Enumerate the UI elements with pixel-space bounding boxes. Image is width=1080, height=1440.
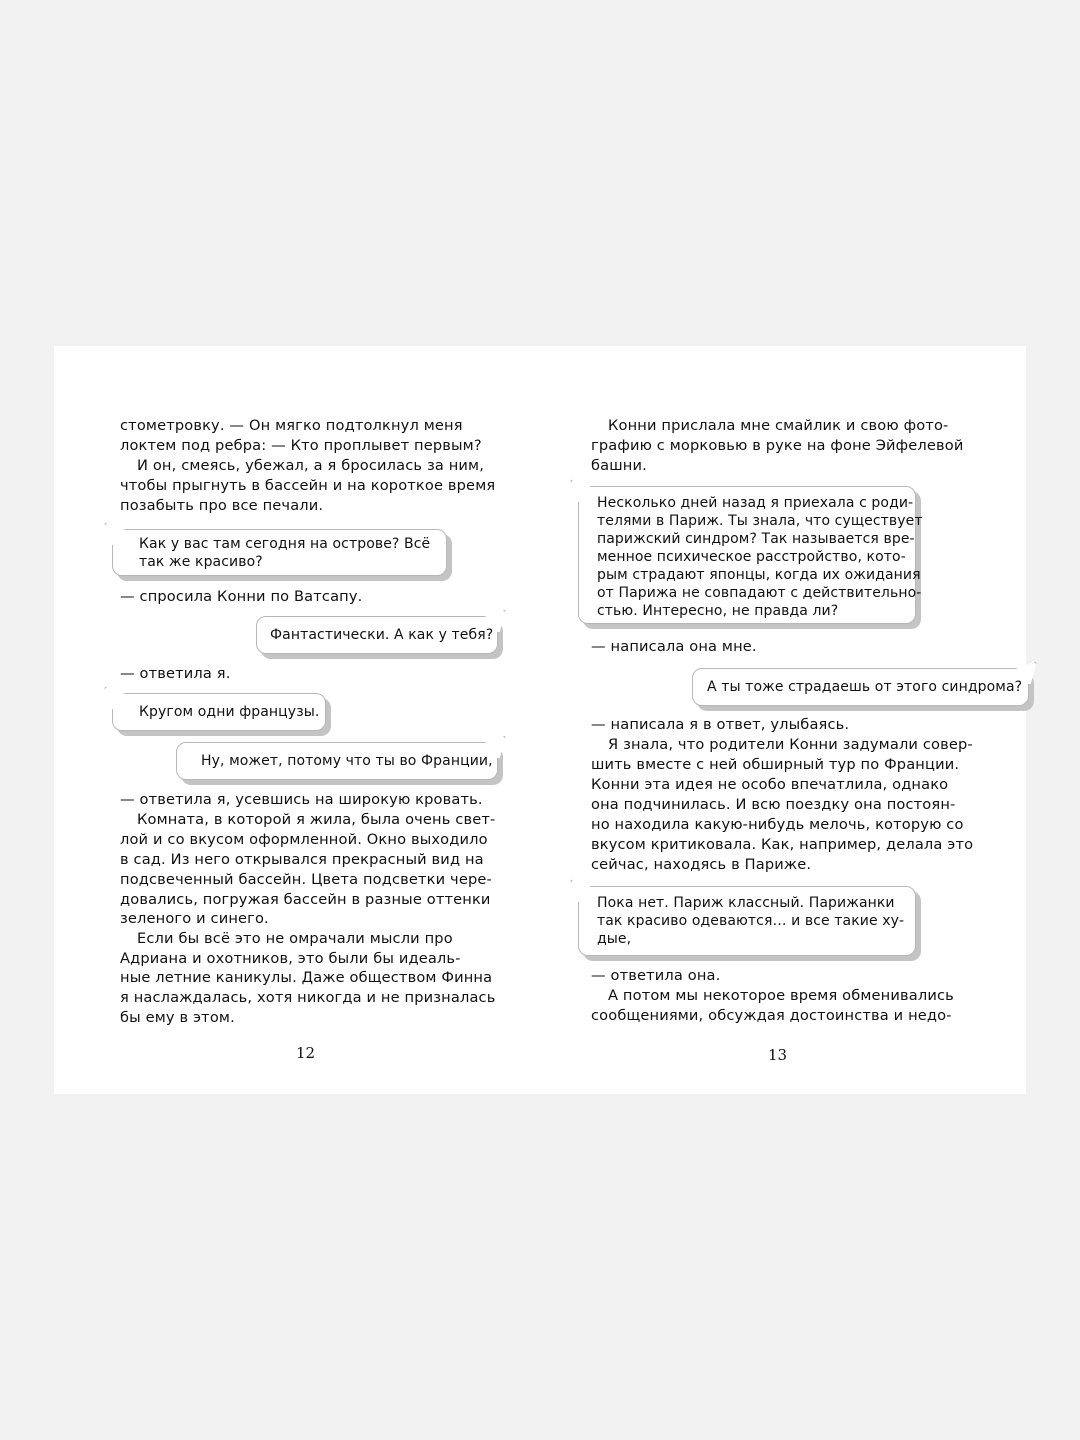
chat-bubble-outgoing <box>176 742 498 780</box>
bubble-text-line: так же красиво? <box>139 554 263 570</box>
text-line: Адриана и охотников, это были бы идеаль- <box>120 950 461 967</box>
text-line: графию с морковью в руке на фоне Эйфелевой <box>591 437 964 454</box>
text-line: довались, погружая бассейн в разные оттенки <box>120 891 491 908</box>
text-line: Комната, в которой я жила, была очень свет- <box>137 811 496 828</box>
text-line: Если бы всё это не омрачали мысли про <box>137 930 453 947</box>
bubble-text-line: дые, <box>597 931 632 947</box>
chat-bubble-incoming <box>112 693 326 731</box>
bubble-text-line: Ну, может, потому что ты во Франции, <box>201 753 493 769</box>
page-number: 13 <box>768 1046 788 1064</box>
bubble-text-line: менное психическое расстройство, кото- <box>597 549 906 565</box>
bubble-text-line: Как у вас там сегодня на острове? Всё <box>139 536 431 552</box>
text-line: подсвеченный бассейн. Цвета подсветки чере- <box>120 871 492 888</box>
page-number: 12 <box>296 1044 316 1062</box>
chat-bubble-incoming <box>112 529 447 576</box>
text-line: стометровку. — Он мягко подтолкнул меня <box>120 417 463 434</box>
text-line: ные летние каникулы. Даже обществом Финна <box>120 969 493 986</box>
book-spread <box>54 346 1026 1094</box>
bubble-text-line: Фантастически. А как у тебя? <box>270 627 494 643</box>
bubble-text-line: А ты тоже страдаешь от этого синдрома? <box>707 679 1023 695</box>
chat-bubble-outgoing <box>256 616 498 654</box>
text-line: А потом мы некоторое время обменивались <box>608 987 954 1004</box>
text-line: башни. <box>591 457 647 474</box>
text-line: — написала я в ответ, улыбаясь. <box>591 716 850 733</box>
bubble-text-line: парижский синдром? Так называется вре- <box>597 531 915 547</box>
text-line: зеленого и синего. <box>120 910 269 927</box>
text-line: И он, смеясь, убежал, а я бросилась за ним, <box>137 457 485 474</box>
left-page <box>54 346 540 1094</box>
bubble-text-line: Несколько дней назад я приехала с роди- <box>597 495 914 511</box>
text-line: лой и со вкусом оформленной. Окно выходило <box>120 831 488 848</box>
text-line: она подчинилась. И всю поездку она постоян- <box>591 796 956 813</box>
text-line: — написала она мне. <box>591 638 757 655</box>
text-line: — ответила я. <box>120 665 231 682</box>
text-line: бы ему в этом. <box>120 1009 235 1026</box>
bubble-text-line: стью. Интересно, не правда ли? <box>597 603 839 619</box>
bubble-text-line: так красиво одеваются… и все такие ху- <box>597 913 905 929</box>
text-line: — ответила я, усевшись на широкую кровать. <box>120 791 483 808</box>
bubble-text-line: телями в Париж. Ты знала, что существует <box>597 513 923 529</box>
text-line: в сад. Из него открывался прекрасный вид на <box>120 851 484 868</box>
right-page <box>540 346 1026 1094</box>
bubble-text-line: Кругом одни французы. <box>139 704 320 720</box>
bubble-text-line: Пока нет. Париж классный. Парижанки <box>597 895 895 911</box>
text-line: сообщениями, обсуждая достоинства и недо- <box>591 1007 952 1024</box>
text-line: позабыть про все печали. <box>120 497 324 514</box>
text-line: я наслаждалась, хотя никогда и не призналась <box>120 989 496 1006</box>
text-line: — спросила Конни по Ватсапу. <box>120 588 363 605</box>
text-line: — ответила она. <box>591 967 721 984</box>
text-line: Я знала, что родители Конни задумали совер- <box>608 736 973 753</box>
chat-bubble-outgoing <box>692 668 1029 706</box>
bubble-text-line: от Парижа не совпадают с действительно- <box>597 585 922 601</box>
text-line: но находила какую-нибудь мелочь, которую со <box>591 816 964 833</box>
text-line: Конни прислала мне смайлик и свою фото- <box>608 417 949 434</box>
text-line: Конни эта идея не особо впечатлила, однако <box>591 776 949 793</box>
bubble-text-line: рым страдают японцы, когда их ожидания <box>597 567 921 583</box>
text-line: шить вместе с ней обширный тур по Франции. <box>591 756 960 773</box>
text-line: сейчас, находясь в Париже. <box>591 856 812 873</box>
chat-bubble-incoming <box>578 486 923 624</box>
text-line: чтобы прыгнуть в бассейн и на короткое время <box>120 477 496 494</box>
text-line: вкусом критиковала. Как, например, делала это <box>591 836 974 853</box>
text-line: локтем под ребра: — Кто проплывет первым? <box>120 437 482 454</box>
chat-bubble-incoming <box>578 886 916 956</box>
